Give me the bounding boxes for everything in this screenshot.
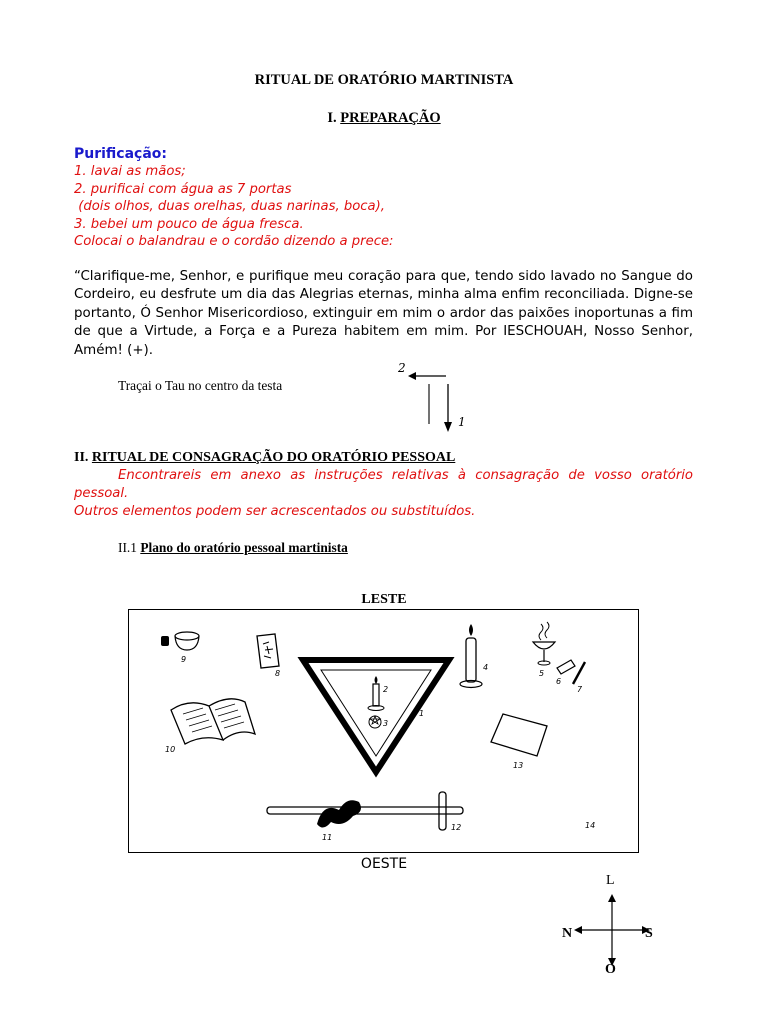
oratory-plan-drawing (129, 610, 638, 852)
compass-west-label: O (605, 962, 616, 977)
item-number-11: 11 (322, 833, 333, 842)
purification-line-1: 1. lavai as mãos; (74, 164, 186, 179)
compass-rose (574, 892, 650, 968)
subsection-number: II.1 (118, 540, 141, 555)
item-number-7: 7 (577, 685, 583, 694)
purification-heading: Purificação: (74, 146, 168, 162)
item-number-5: 5 (539, 669, 545, 678)
item-number-8: 8 (275, 669, 281, 678)
compass-east-label: L (606, 873, 615, 888)
compass-south-label: S (645, 926, 653, 941)
section-2-note-line-2: Outros elementos podem ser acrescentados ou substituídos. (74, 503, 476, 519)
tall-candle-icon (460, 624, 482, 688)
item-number-13: 13 (513, 761, 524, 770)
subsection-heading (118, 540, 348, 556)
small-candle-icon (368, 676, 384, 711)
item-number-6: 6 (556, 677, 562, 686)
picture-card-icon (257, 634, 279, 668)
section-1-title: PREPARAÇÃO (340, 110, 441, 126)
purification-line-2: 2. purificai com água as 7 portas (74, 181, 292, 197)
subsection-title: Plano do oratório pessoal martinista (140, 540, 348, 555)
section-2-title: RITUAL DE CONSAGRAÇÃO DO ORATÓRIO PESSOAL (91, 450, 456, 465)
tau-instruction: Traçai o Tau no centro da testa (118, 378, 283, 393)
compass-left-arrow (574, 926, 582, 934)
item-number-14-triangle: 1 (419, 709, 425, 718)
section-2-heading (74, 450, 455, 466)
star-icon (369, 716, 381, 728)
item-number-14: 14 (585, 821, 596, 830)
section-1-heading (0, 110, 768, 127)
bowl-icon (161, 632, 199, 650)
purification-line-3: (dois olhos, duas orelhas, duas narinas, boca), (74, 199, 385, 215)
staff-with-cord-icon (267, 792, 463, 830)
compass-north-label: N (562, 926, 573, 941)
tau-step-2-label: 2 (398, 361, 406, 375)
incense-burner-icon (533, 622, 555, 665)
plan-east-label: LESTE (361, 592, 407, 607)
document-title: RITUAL DE ORATÓRIO MARTINISTA (254, 72, 514, 88)
section-1-number: I. (327, 110, 341, 126)
section-2-number: II. (74, 450, 92, 465)
tau-down-arrowhead (444, 422, 452, 432)
purification-line-5: Colocai o balandrau e o cordão dizendo a prece: (74, 234, 394, 250)
tau-step-1-label: 1 (458, 415, 466, 429)
plan-west-label: OESTE (360, 856, 408, 872)
item-number-9: 9 (181, 655, 187, 664)
item-number-12: 12 (451, 823, 462, 832)
item-number-2: 2 (383, 685, 389, 694)
compass-up-arrow (608, 894, 616, 902)
open-book-icon (171, 699, 255, 744)
section-2-note (74, 467, 693, 520)
card-icon (491, 714, 547, 756)
purification-line-4: 3. bebei um pouco de água fresca. (74, 216, 304, 232)
tau-diagram (396, 358, 476, 438)
small-box-icon (557, 660, 575, 674)
section-2-note-line-1: Encontrareis em anexo as instruções relativas à consagração de vosso oratório pessoal. (74, 468, 693, 501)
purification-list (74, 163, 394, 251)
prayer-text: “Clarifique-me, Senhor, e purifique meu coração para que, tendo sido lavado no Sangue do Cordeiro, eu desfrute um dia das Alegrias eternas, minha alma enfim reconciliada. Digne-se portanto, Ó Senhor Misericordioso, extinguir em mim o ardor das paixões inoportunas a fim de que a Virtude, a Força e a Pureza habitem em mim. Por IESCHOUAH, Nosso Senhor, Amém! (+). (74, 269, 693, 358)
item-number-10: 10 (165, 745, 176, 754)
item-number-3: 3 (383, 719, 389, 728)
oratory-plan-figure (128, 609, 639, 853)
item-number-4: 4 (483, 663, 489, 672)
tau-left-arrowhead (408, 372, 416, 380)
